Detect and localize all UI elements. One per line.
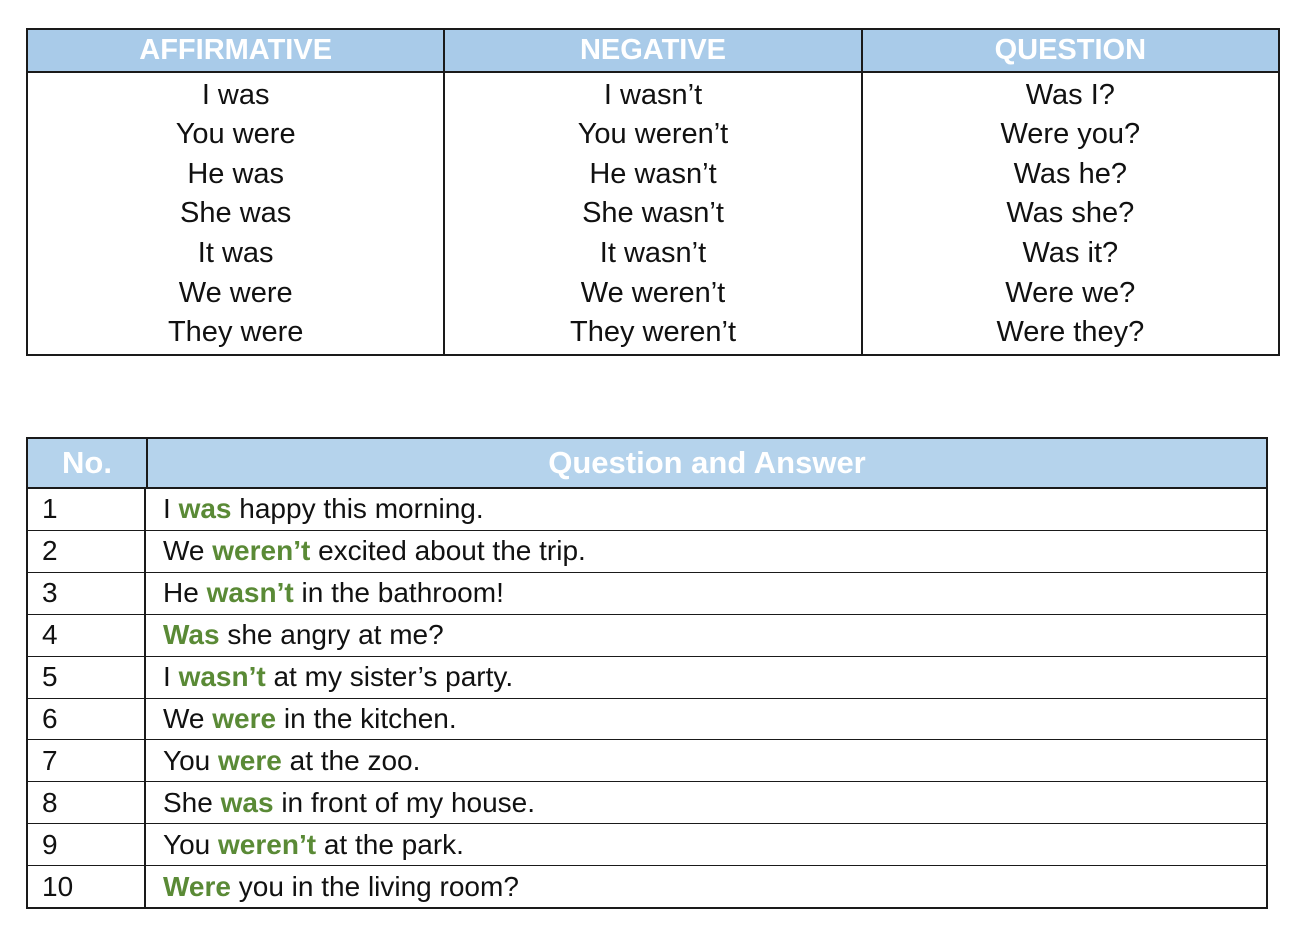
sentence-end: in the bathroom! <box>293 577 504 609</box>
negative-cell: We weren’t <box>580 276 726 309</box>
header-affirmative: AFFIRMATIVE <box>139 34 333 66</box>
sentence <box>146 489 1266 530</box>
sentence <box>146 531 1266 572</box>
sentence-end: in the kitchen. <box>276 702 457 734</box>
table-row <box>28 781 1266 823</box>
affirmative-cell: They were <box>167 316 304 349</box>
highlighted-verb: Was <box>163 619 220 651</box>
sentence-start: She <box>163 786 221 818</box>
header-negative: NEGATIVE <box>443 30 860 71</box>
sentence-start: We <box>163 535 213 567</box>
row-number: 9 <box>28 824 146 865</box>
sentence-end: at the zoo. <box>281 744 421 776</box>
sentence-end: you in the living room? <box>230 870 519 902</box>
highlighted-verb: wasn’t <box>178 661 266 693</box>
qa-rows <box>28 489 1266 907</box>
conjugation-body <box>28 73 1278 354</box>
highlighted-verb: weren’t <box>212 535 311 567</box>
negative-cell: I wasn’t <box>603 78 703 111</box>
row-number: 5 <box>28 657 146 698</box>
affirmative-cell: You were <box>175 118 296 151</box>
conjugation-header-row <box>28 30 1278 73</box>
question-cell: Was it? <box>1022 237 1119 270</box>
table-row <box>28 530 1266 572</box>
table-row <box>28 572 1266 614</box>
table-row <box>28 823 1266 865</box>
row-number: 8 <box>28 782 146 823</box>
highlighted-verb: weren’t <box>218 828 317 860</box>
sentence-end: in front of my house. <box>273 786 536 818</box>
question-cell: Was she? <box>1006 197 1135 230</box>
sentence-end: she angry at me? <box>219 619 444 651</box>
highlighted-verb: wasn’t <box>206 577 294 609</box>
highlighted-verb: was <box>220 786 274 818</box>
negative-cell: He wasn’t <box>589 157 717 190</box>
table-row <box>28 698 1266 740</box>
row-number: 10 <box>28 866 146 907</box>
question-cell: Was he? <box>1013 157 1127 190</box>
highlighted-verb: were <box>218 744 282 776</box>
sentence-start: He <box>163 577 207 609</box>
conjugation-table <box>26 28 1280 356</box>
table-row <box>28 865 1266 907</box>
question-column <box>861 73 1278 354</box>
highlighted-verb: were <box>212 702 277 734</box>
affirmative-cell: We were <box>178 276 293 309</box>
sentence-end: happy this morning. <box>231 493 484 525</box>
header-question: QUESTION <box>861 30 1278 71</box>
sentence <box>146 866 1266 907</box>
row-number: 2 <box>28 531 146 572</box>
question-cell: Were they? <box>996 316 1145 349</box>
sentence-end: at my sister’s party. <box>265 661 514 693</box>
question-answer-table <box>26 437 1268 909</box>
negative-cell: You weren’t <box>577 118 729 151</box>
affirmative-column <box>28 73 443 354</box>
sentence <box>146 782 1266 823</box>
row-number: 3 <box>28 573 146 614</box>
sentence-end: excited about the trip. <box>310 535 586 567</box>
header-question-and-answer: Question and Answer <box>548 445 866 480</box>
negative-cell: It wasn’t <box>599 237 707 270</box>
question-cell: Were you? <box>1000 118 1141 151</box>
row-number: 6 <box>28 699 146 740</box>
sentence-start: We <box>163 702 213 734</box>
sentence <box>146 824 1266 865</box>
sentence <box>146 699 1266 740</box>
table-row <box>28 489 1266 530</box>
sentence-end: at the park. <box>316 828 464 860</box>
negative-column <box>443 73 860 354</box>
sentence-start: You <box>163 828 219 860</box>
row-number: 7 <box>28 740 146 781</box>
affirmative-cell: He was <box>187 157 285 190</box>
row-number: 4 <box>28 615 146 656</box>
affirmative-cell: It was <box>197 237 274 270</box>
sentence-start: You <box>163 744 219 776</box>
table-row <box>28 656 1266 698</box>
negative-cell: She wasn’t <box>582 197 724 230</box>
sentence <box>146 615 1266 656</box>
header-number: No. <box>28 439 148 487</box>
affirmative-cell: She was <box>180 197 292 230</box>
question-cell: Was I? <box>1025 78 1115 111</box>
sentence-start: I <box>163 661 179 693</box>
sentence <box>146 657 1266 698</box>
table-row <box>28 614 1266 656</box>
qa-header-row <box>28 439 1266 489</box>
negative-cell: They weren’t <box>569 316 736 349</box>
sentence <box>146 740 1266 781</box>
sentence-start: I <box>163 493 179 525</box>
highlighted-verb: was <box>178 493 232 525</box>
table-row <box>28 739 1266 781</box>
question-cell: Were we? <box>1005 276 1136 309</box>
affirmative-cell: I was <box>201 78 270 111</box>
sentence <box>146 573 1266 614</box>
highlighted-verb: Were <box>163 870 231 902</box>
row-number: 1 <box>28 489 146 530</box>
